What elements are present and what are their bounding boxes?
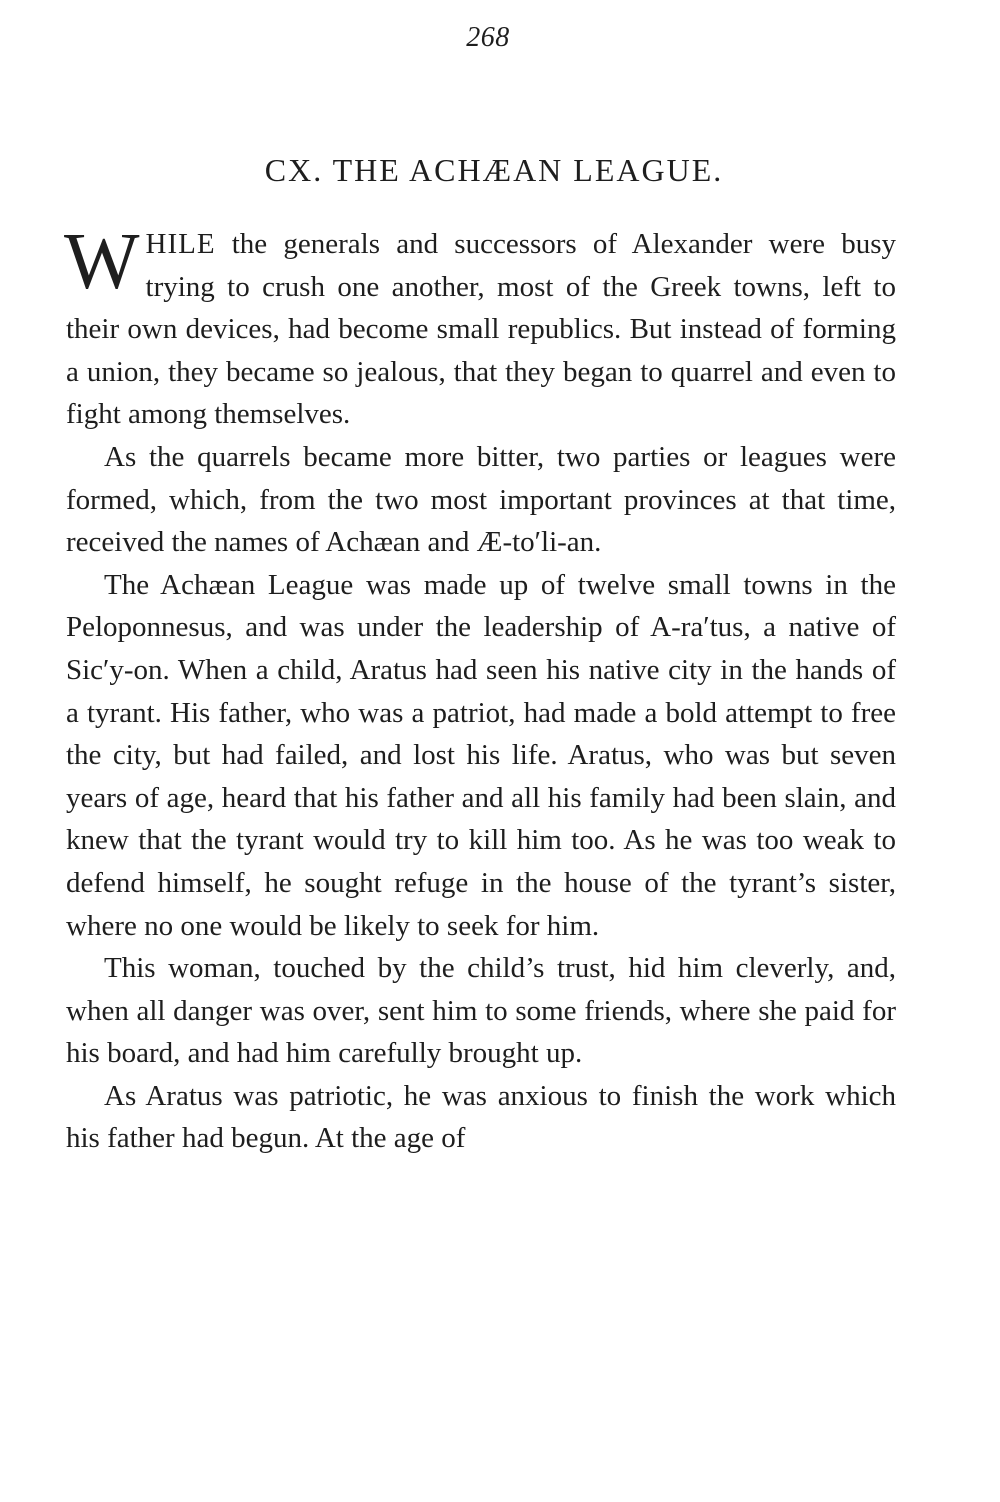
paragraph-5: As Aratus was patriotic, he was anxious to finish the work which his father had begun. At the age of [66, 1079, 896, 1155]
lead-word: HILE [145, 228, 216, 260]
paragraph-2: As the quarrels became more bitter, two parties or leagues were formed, which, from the two most important provinces at that time, received the names of Achæan and Æ-to′li-an. [66, 440, 896, 559]
paragraph-3: The Achæan League was made up of twelve small towns in the Peloponnesus, and was under the leadership of A-ra′tus, a native of Sic′y-on. When a child, Aratus had seen his native city in the hands of a tyrant. His father, who was a patriot, had made a bold attempt to free the city, but had failed, and lost his life. Aratus, who was but seven years of age, heard that his father and all his family had been slain, and knew that the tyrant would try to kill him too. As he was too weak to defend himself, he sought refuge in the house of the tyrant’s sister, where no one would be likely to seek for him. [66, 568, 896, 942]
chapter-title: CX. THE ACHÆAN LEAGUE. [264, 152, 724, 188]
drop-cap: W [64, 218, 140, 306]
page-number: 268 [466, 22, 510, 53]
paragraph-1 [64, 218, 896, 436]
paragraph-4: This woman, touched by the child’s trust, hid him cleverly, and, when all danger was over, sent him to some friends, where she paid for his board, and had him carefully brought up. [66, 952, 896, 1070]
paragraph-1-text: the generals and successors of Alexander were busy trying to crush one another, most of the Greek towns, left to their own devices, had become small republics. But instead of forming a union, they became so jealous, that they began to quarrel and even to fight among themselves. [66, 228, 896, 431]
body-text [64, 218, 896, 1160]
